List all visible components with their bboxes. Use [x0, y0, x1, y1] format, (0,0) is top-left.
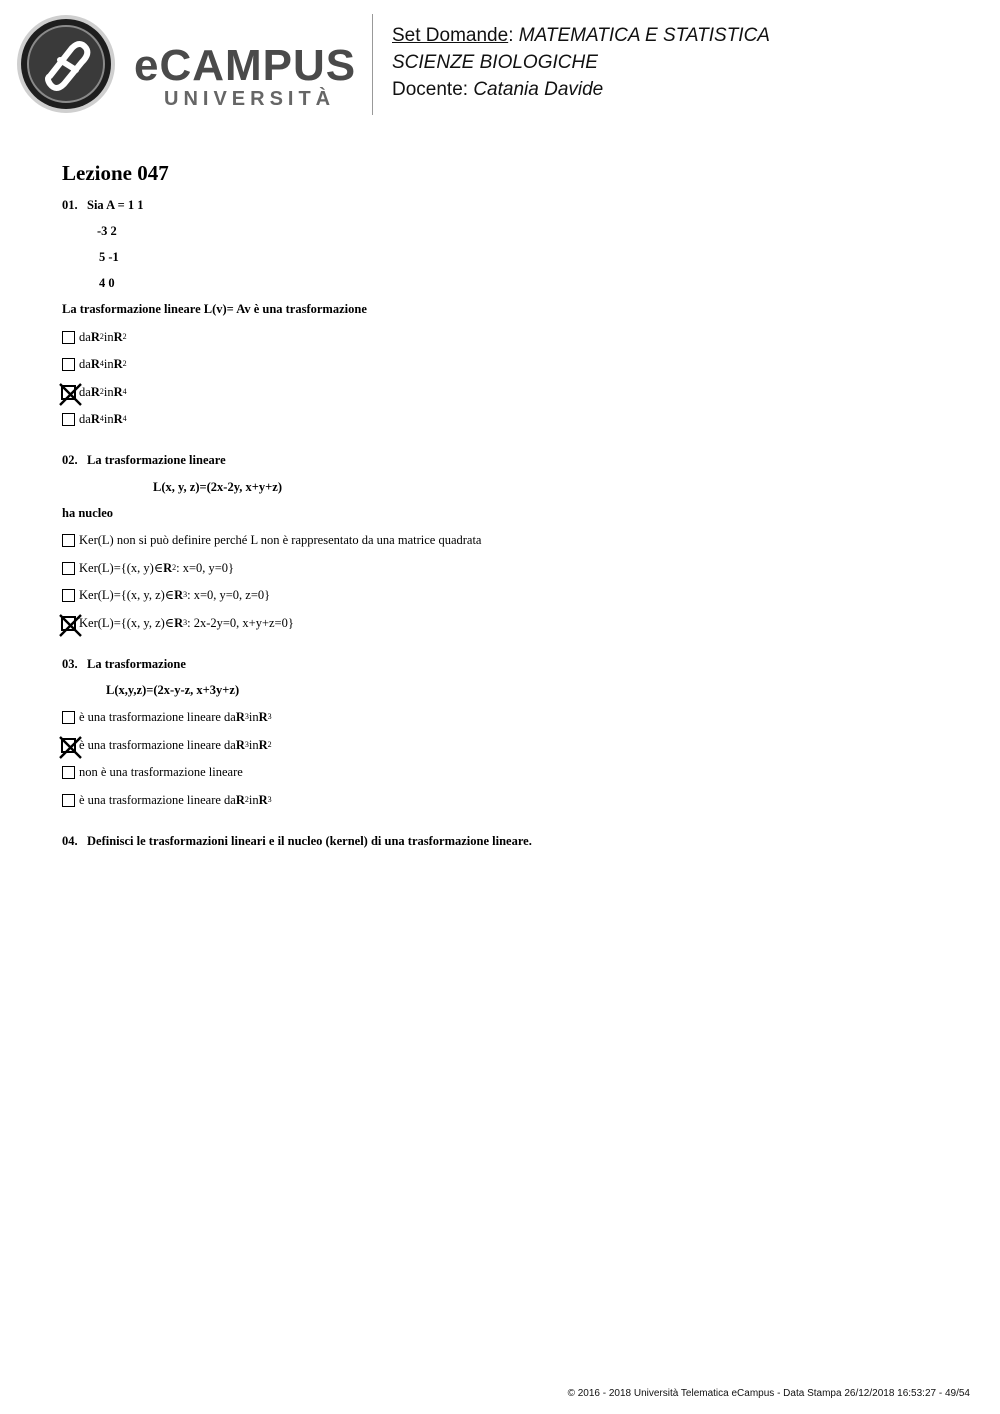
option-text: è una trasformazione lineare da — [79, 737, 236, 752]
question-1-intro — [62, 198, 143, 213]
option-text: in — [103, 384, 114, 399]
checkbox[interactable] — [62, 589, 75, 602]
option-text: Ker(L)={(x, y)∈ — [79, 561, 164, 575]
question-intro: La trasformazione lineare — [87, 453, 226, 467]
cross-mark-icon — [58, 613, 83, 638]
q3-option-1[interactable]: è una trasformazione lineare da R 3 in R 3 — [62, 709, 272, 725]
set-symbol: R — [235, 792, 245, 807]
checkbox-checked[interactable] — [61, 385, 76, 400]
checkbox[interactable] — [62, 358, 75, 371]
set-symbol: R — [90, 384, 100, 399]
option-text: Ker(L) non si può definire perché L non è rappresentato da una matrice quadrata — [79, 532, 482, 547]
option-text: Ker(L)={(x, y, z)∈ — [79, 616, 175, 630]
option-text: è una trasformazione lineare da — [79, 792, 236, 807]
checkbox[interactable] — [62, 562, 75, 575]
question-number: 02. — [62, 453, 78, 467]
question-2-text: ha nucleo — [62, 506, 114, 520]
course: SCIENZE BIOLOGICHE — [392, 52, 598, 73]
logo-wordmark: eCAMPUS — [134, 41, 357, 90]
checkbox[interactable] — [62, 766, 75, 779]
set-symbol: R — [113, 384, 123, 399]
question-number: 03. — [62, 657, 78, 671]
option-text: Ker(L)={(x, y, z)∈ — [79, 588, 175, 602]
set-symbol: R — [113, 411, 123, 426]
set-symbol: R — [113, 329, 123, 344]
q2-option-4[interactable]: Ker(L)={(x, y, z)∈ R 3 : 2x-2y=0, x+y+z=0} — [62, 615, 294, 631]
logo-subtitle: UNIVERSITÀ — [164, 88, 336, 110]
set-symbol: R — [258, 792, 268, 807]
checkbox[interactable] — [62, 413, 75, 426]
lesson-title: Lezione 047 — [62, 161, 169, 185]
question-2-intro — [62, 453, 226, 468]
option-text: in — [103, 329, 114, 344]
set-label: Set Domande — [392, 25, 509, 46]
set-symbol: R — [174, 615, 184, 630]
checkbox-checked[interactable] — [61, 738, 76, 753]
question-number: 04. — [62, 834, 78, 848]
seal-icon — [16, 14, 116, 114]
set-line — [392, 22, 770, 49]
matrix-first-row: Sia A = 1 1 — [87, 198, 144, 212]
option-text: non è una trasformazione lineare — [79, 764, 243, 779]
ecampus-logo-emblem — [16, 14, 116, 114]
cross-mark-icon — [58, 382, 83, 407]
q2-option-2[interactable]: Ker(L)={(x, y)∈ R 2 : x=0, y=0} — [62, 560, 234, 576]
option-text: da — [79, 384, 91, 399]
matrix-row: 4 0 — [99, 276, 115, 290]
teacher-label: Docente: — [392, 79, 474, 100]
set-symbol: R — [90, 411, 100, 426]
question-text: Definisci le trasformazioni lineari e il nucleo (kernel) di una trasformazione lineare. — [87, 834, 532, 848]
checkbox[interactable] — [62, 534, 75, 547]
question-intro: La trasformazione — [87, 657, 186, 671]
set-symbol: R — [235, 737, 245, 752]
checkbox[interactable] — [62, 794, 75, 807]
q3-option-2[interactable]: è una trasformazione lineare da R 3 in R 2 — [62, 737, 272, 753]
set-symbol: R — [90, 356, 100, 371]
question-1-text: La trasformazione lineare L(v)= Av è una trasformazione — [62, 302, 367, 316]
option-text: in — [248, 737, 259, 752]
option-text: da — [79, 356, 91, 371]
teacher-line — [392, 76, 770, 103]
option-text: da — [79, 411, 91, 426]
q1-option-2[interactable]: da R 4 in R 2 — [62, 356, 127, 372]
question-3-formula: L(x,y,z)=(2x-y-z, x+3y+z) — [106, 683, 240, 697]
q3-option-4[interactable]: è una trasformazione lineare da R 2 in R 3 — [62, 792, 272, 808]
q2-option-3[interactable]: Ker(L)={(x, y, z)∈ R 3 : x=0, y=0, z=0} — [62, 587, 270, 603]
question-4 — [62, 834, 532, 849]
question-number: 01. — [62, 198, 78, 212]
page-footer: © 2016 - 2018 Università Telematica eCampus - Data Stampa 26/12/2018 16:53:27 - 49/54 — [567, 1388, 970, 1399]
option-text: da — [79, 329, 91, 344]
question-2-formula: L(x, y, z)=(2x-2y, x+y+z) — [153, 480, 282, 494]
q1-option-1[interactable]: da R 2 in R 2 — [62, 329, 127, 345]
question-3-intro — [62, 657, 186, 672]
set-symbol: R — [163, 560, 173, 575]
checkbox-checked[interactable] — [61, 616, 76, 631]
q3-option-3[interactable] — [62, 764, 243, 780]
set-symbol: R — [258, 709, 268, 724]
matrix-row: 5 -1 — [99, 250, 119, 264]
subject: MATEMATICA E STATISTICA — [518, 25, 770, 46]
header-divider — [372, 14, 373, 115]
option-text: in — [103, 356, 114, 371]
checkbox[interactable] — [62, 331, 75, 344]
checkbox[interactable] — [62, 711, 75, 724]
set-separator: : — [508, 25, 519, 46]
teacher-name: Catania Davide — [473, 79, 604, 100]
option-text: in — [248, 792, 259, 807]
set-symbol: R — [90, 329, 100, 344]
q1-option-3[interactable]: da R 2 in R 4 — [62, 384, 127, 400]
matrix-row: -3 2 — [97, 224, 117, 238]
option-text: è una trasformazione lineare da — [79, 709, 236, 724]
set-symbol: R — [174, 587, 184, 602]
option-text: in — [103, 411, 114, 426]
header-info — [392, 22, 770, 103]
option-text: : x=0, y=0} — [176, 560, 235, 575]
cross-mark-icon — [58, 735, 83, 760]
q1-option-4[interactable]: da R 4 in R 4 — [62, 411, 127, 427]
option-text: : x=0, y=0, z=0} — [187, 587, 271, 602]
q2-option-1[interactable] — [62, 532, 481, 548]
set-symbol: R — [235, 709, 245, 724]
set-symbol: R — [113, 356, 123, 371]
option-text: in — [248, 709, 259, 724]
option-text: : 2x-2y=0, x+y+z=0} — [187, 615, 294, 630]
set-symbol: R — [258, 737, 268, 752]
